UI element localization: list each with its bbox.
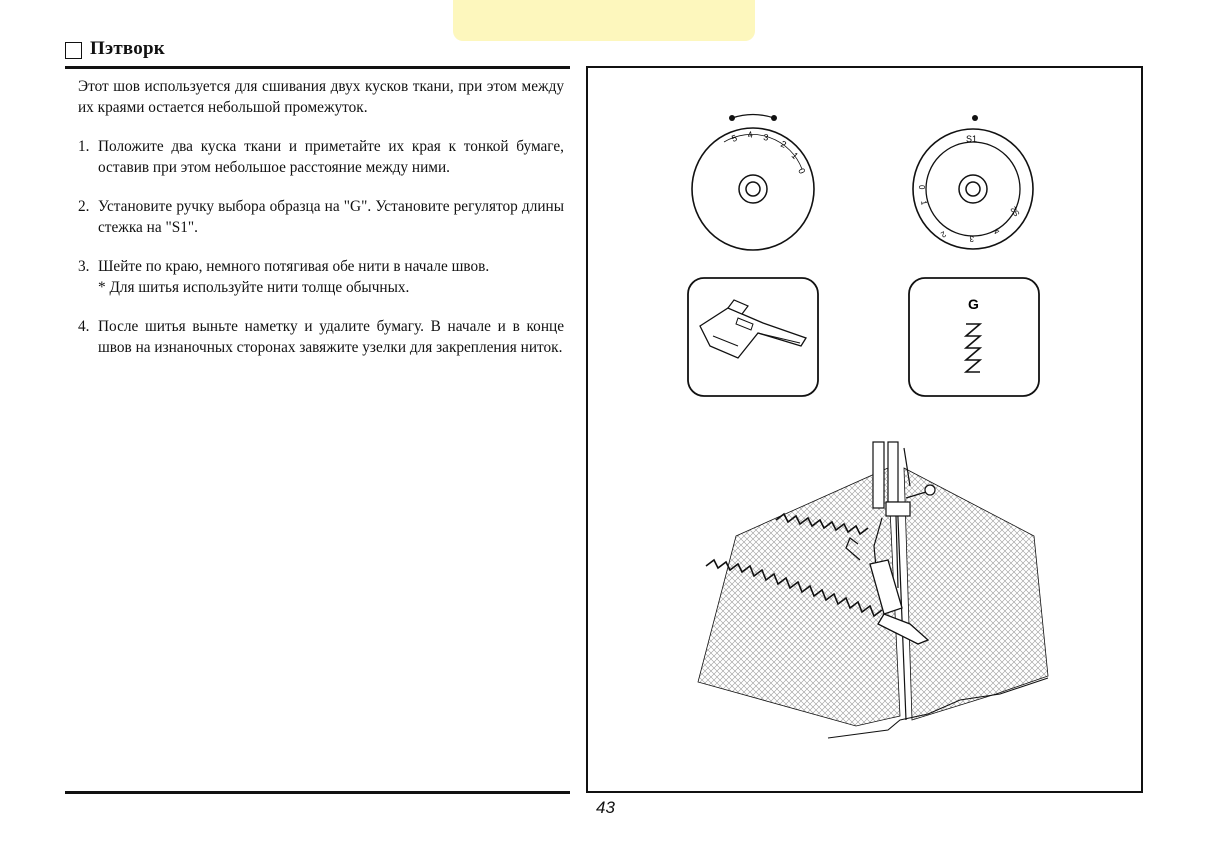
- step-text: Установите ручку выбора образца на "G". Установите регулятор длины стежка на "S1".: [98, 198, 564, 236]
- pattern-label: G: [968, 296, 979, 312]
- top-rule: [65, 66, 570, 69]
- width-label: 5: [730, 132, 739, 144]
- length-label: 0: [917, 185, 926, 190]
- step-2: [78, 196, 564, 238]
- step-1: [78, 136, 564, 178]
- step-content: [98, 256, 564, 298]
- length-label: 4: [993, 226, 1001, 237]
- length-label: 2: [939, 229, 948, 240]
- step-text: После шитья выньте наметку и удалите бумагу. В начале и в конце швов на изнаночных сторонах завяжите узелки для закрепления ниток.: [98, 318, 564, 356]
- width-label: 3: [762, 132, 770, 143]
- step-text: Шейте по краю, немного потягивая обе нити в начале швов.: [98, 258, 490, 275]
- header-tab: [453, 0, 755, 41]
- stitch-width-dial-icon: [692, 115, 814, 251]
- step-number: 4.: [78, 318, 90, 335]
- step-text: Положите два куска ткани и приметайте их края к тонкой бумаге, оставив при этом небольшое расстояние между ними.: [98, 138, 564, 176]
- illustration-frame: [586, 66, 1143, 793]
- length-label-top: S1: [966, 134, 978, 144]
- bottom-rule: [65, 791, 570, 794]
- step-number: 2.: [78, 198, 90, 215]
- intro-paragraph: Этот шов используется для сшивания двух кусков ткани, при этом между их краями остается небольшой промежуток.: [78, 78, 564, 116]
- presser-foot-icon: [688, 278, 818, 396]
- steps-list: [78, 136, 564, 358]
- stitch-pattern-icon: [909, 278, 1039, 396]
- section-checkbox-icon: [65, 42, 82, 59]
- length-label: S2: [1008, 204, 1022, 219]
- width-label: 1: [789, 150, 801, 161]
- page-number: 43: [596, 798, 615, 817]
- illustration-svg: [588, 68, 1140, 790]
- width-label: 4: [746, 129, 754, 140]
- step-number: 1.: [78, 138, 90, 155]
- patchwork-sewing-illustration: [698, 442, 1048, 738]
- step-number: 3.: [78, 258, 90, 275]
- length-label: 3: [969, 234, 974, 243]
- width-label: 2: [779, 138, 788, 150]
- step-3: [78, 256, 564, 298]
- instructions-column: [78, 76, 564, 376]
- stitch-length-dial-icon: [913, 115, 1033, 249]
- section-title: Пэтворк: [90, 38, 165, 59]
- width-label: 0: [796, 166, 808, 176]
- step-note: * Для шитья используйте нити толще обычных.: [98, 279, 410, 296]
- length-label: 1: [919, 199, 929, 206]
- step-4: [78, 316, 564, 358]
